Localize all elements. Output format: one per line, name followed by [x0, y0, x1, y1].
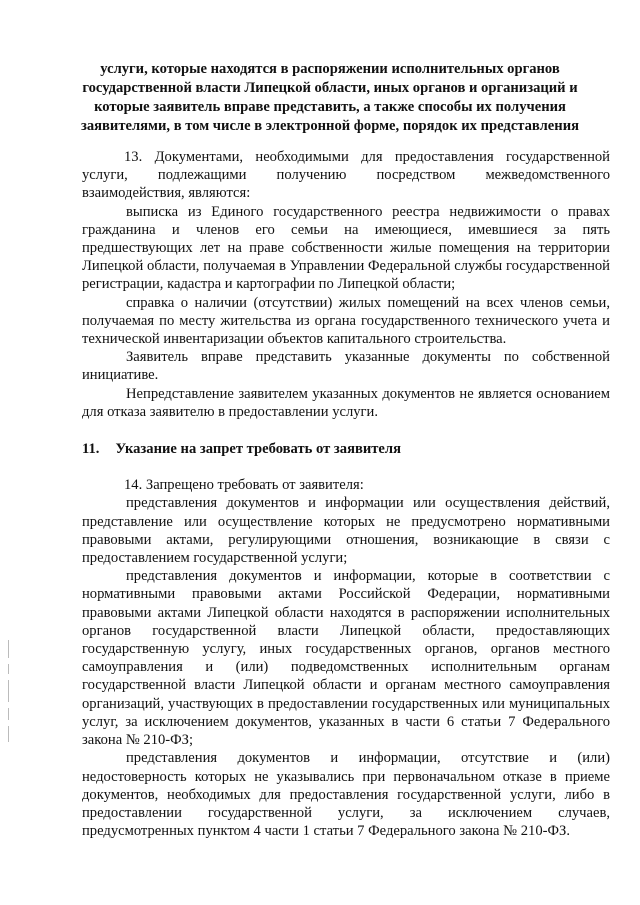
scan-margin-marks	[8, 640, 14, 840]
paragraph-prohibition-2: представления документов и информации, которые в соответствии с нормативными правовыми актами Российской Федерации, нормативными правовыми актами Липецкой области находятся в распоряжении исполнительных органов государственной власти Липецкой области, предоставляющих государственную услугу, иных государственных органов, органов местного самоуправления и (или) подведомственных исполнительным органам государственной власти Липецкой области и органам местного самоуправления организаций, участвующих в предоставлении государственных или муниципальных услуг, за исключением документов, указанных в части 6 статьи 7 Федерального закона № 210-ФЗ;	[82, 568, 610, 749]
paragraph-non-submission: Непредставление заявителем указанных документов не является основанием для отказа заявителю в предоставлении услуги.	[82, 385, 610, 420]
scan-mark	[8, 664, 9, 674]
paragraph-14: 14. Запрещено требовать от заявителя:	[124, 477, 364, 494]
paragraph-prohibition-3: представления документов и информации, отсутствие и (или) недостоверность которых не указывались при первоначальном отказе в приеме документов, необходимых для предоставления государственной услуги, либо в предоставлении государственной услуги, за исключением случаев, предусмотренных пунктом 4 части 1 статьи 7 Федерального закона № 210-ФЗ.	[82, 750, 610, 840]
document-body	[82, 148, 610, 840]
paragraph-extract-egrn: выписка из Единого государственного реестра недвижимости о правах гражданина и членов его семьи на имеющиеся, имевшиеся за пять предшествующих лет на праве собственности жилые помещения на территории Липецкой области, получаемая в Управлении Федеральной службы государственной регистрации, кадастра и картографии по Липецкой области;	[82, 203, 610, 293]
section-number: 11.	[82, 441, 100, 458]
scan-mark	[8, 726, 9, 742]
section-heading: услуги, которые находятся в распоряжении исполнительных органов государственной власти Липецкой области, иных органов и организаций и которые заявитель вправе представить, а также способы их получения заявителями, в том числе в электронной форме, порядок их представления	[80, 61, 580, 134]
paragraph-13: 13. Документами, необходимыми для предоставления государственной услуги, подлежащими получению посредством межведомственного взаимодействия, являются:	[82, 149, 610, 202]
paragraph-own-initiative: Заявитель вправе представить указанные документы по собственной инициативе.	[82, 349, 610, 384]
section-title-text: Указание на запрет требовать от заявителя	[115, 441, 401, 458]
section-11-title	[82, 440, 610, 458]
scan-mark	[8, 708, 9, 720]
scan-mark	[8, 680, 9, 702]
paragraph-prohibition-1: представления документов и информации или осуществления действий, представление или осуществление которых не предусмотрено нормативными правовыми актами, регулирующими отношения, возникающие в связи с предоставлением государственной услуги;	[82, 495, 610, 567]
scan-mark	[8, 640, 9, 658]
paragraph-housing-certificate: справка о наличии (отсутствии) жилых помещений на всех членов семьи, получаемая по месту жительства из органа государственного технического учета и технической инвентаризации объектов капитального строительства.	[82, 294, 610, 348]
